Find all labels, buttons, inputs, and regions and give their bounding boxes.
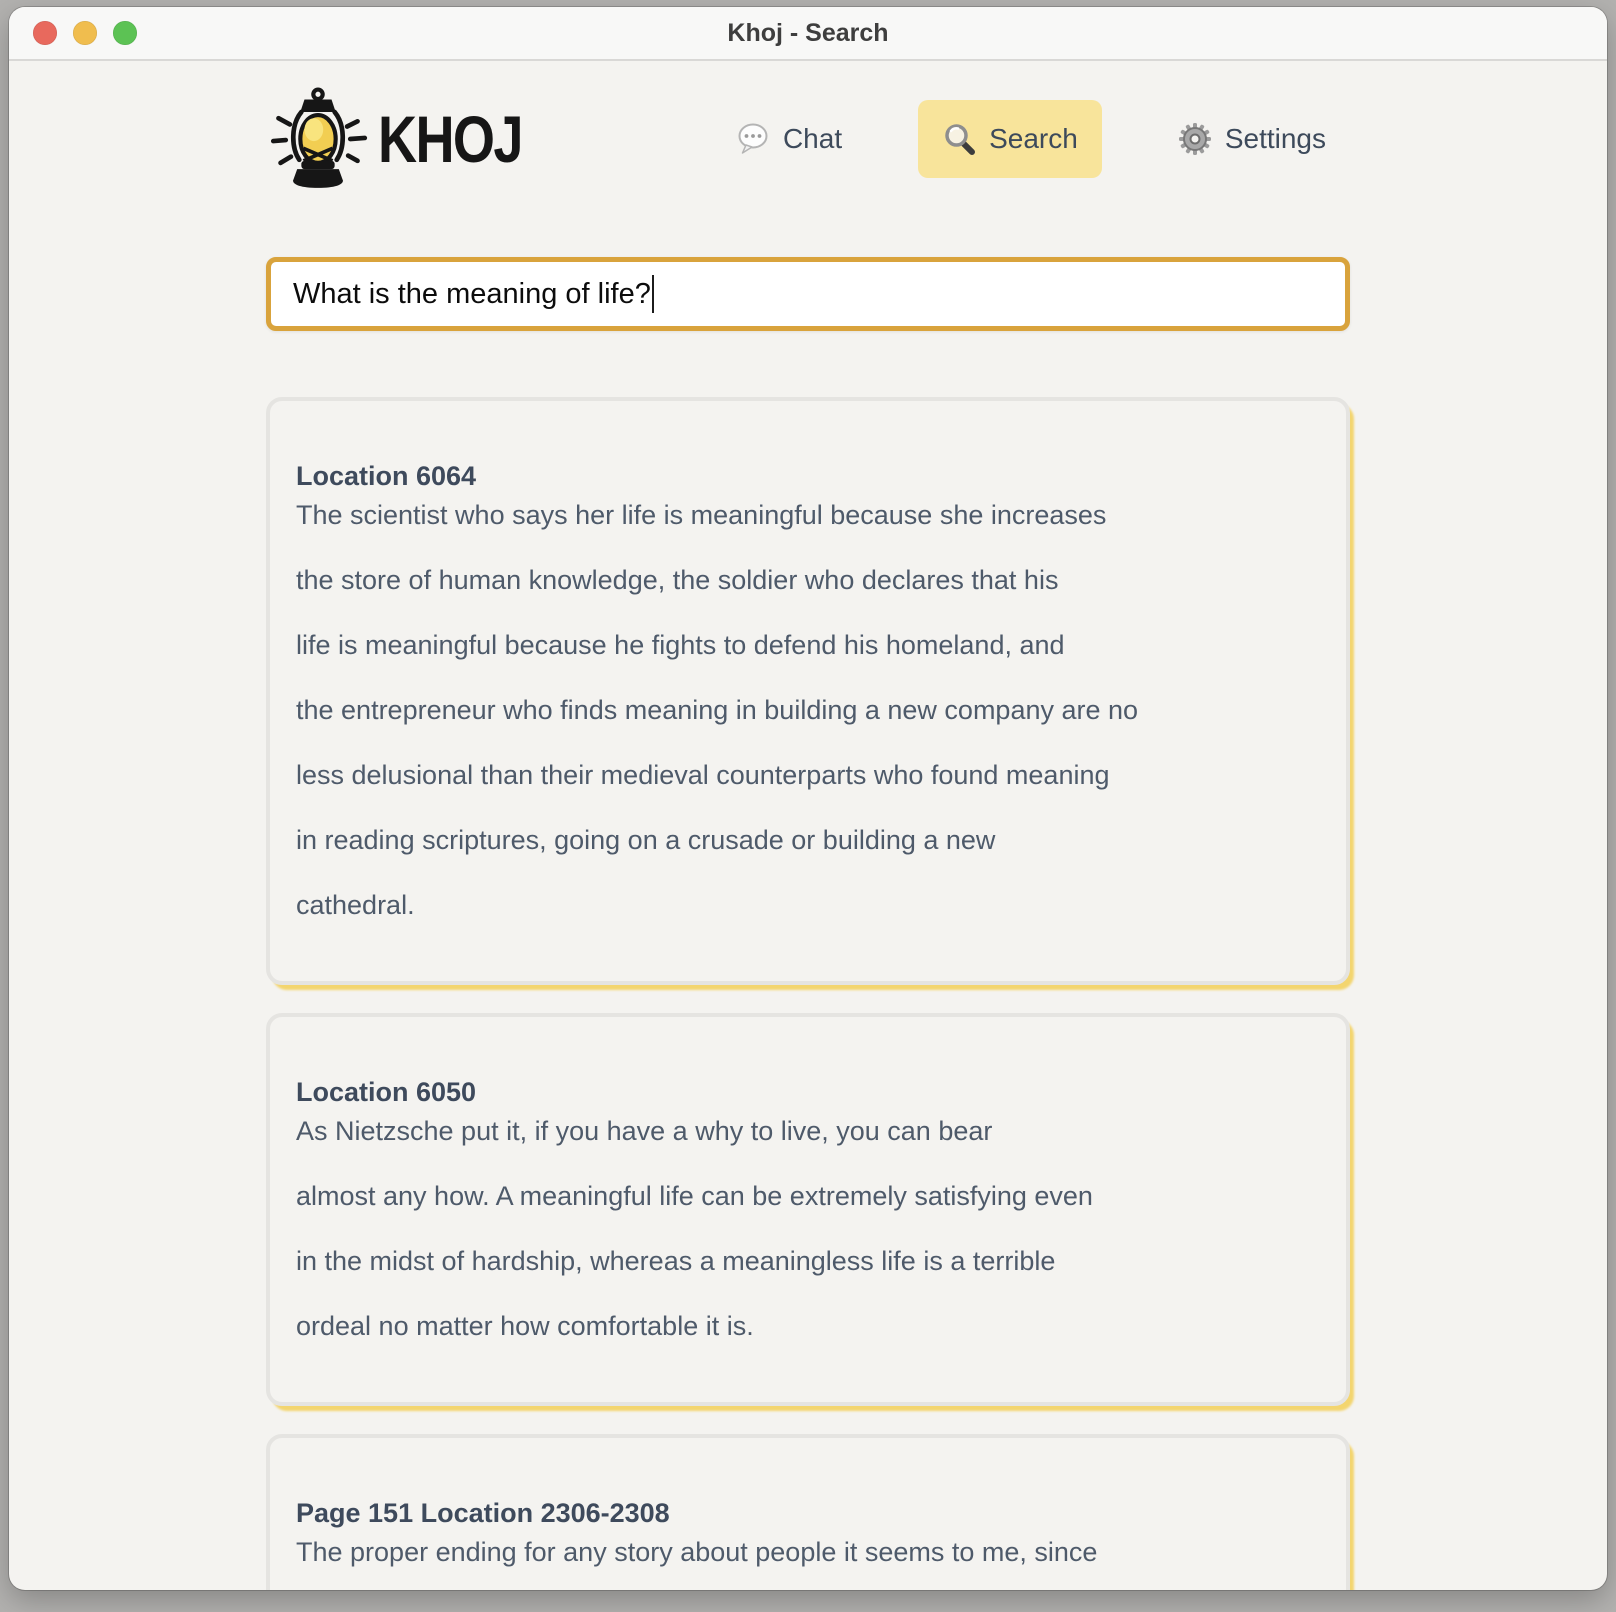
result-text-line: the entrepreneur who finds meaning in building a new company are no bbox=[296, 695, 1139, 725]
result-text-line: life is meaningful because he fights to defend his homeland, and bbox=[296, 630, 1065, 660]
close-window-button[interactable] bbox=[33, 21, 57, 45]
result-card[interactable] bbox=[266, 397, 1350, 985]
khoj-logo bbox=[266, 87, 553, 191]
result-heading: Location 6064 bbox=[296, 461, 477, 491]
gear-icon bbox=[1178, 122, 1212, 156]
lantern-icon bbox=[266, 87, 370, 191]
result-heading: Page 151 Location 2306-2308 bbox=[296, 1498, 670, 1528]
nav-label-chat: Chat bbox=[782, 123, 843, 154]
app-window bbox=[9, 7, 1607, 1590]
window-title: Khoj - Search bbox=[727, 18, 889, 47]
nav-label-settings: Settings bbox=[1224, 123, 1326, 154]
logo-wordmark: KHOJ bbox=[378, 102, 522, 176]
result-text-line: The proper ending for any story about people it seems to me, since bbox=[296, 1537, 1098, 1567]
result-text-line: almost any how. A meaningful life can be extremely satisfying even bbox=[296, 1181, 1093, 1211]
app-header bbox=[266, 87, 1350, 191]
zoom-window-button[interactable] bbox=[113, 21, 137, 45]
nav-label-search: Search bbox=[989, 123, 1078, 154]
chat-bubble-icon bbox=[736, 122, 770, 156]
result-card[interactable] bbox=[266, 1013, 1350, 1406]
traffic-lights bbox=[33, 7, 137, 59]
search-input[interactable] bbox=[266, 257, 1350, 331]
result-text-line: The scientist who says her life is meaningful because she increases bbox=[296, 500, 1107, 530]
result-text-line: less delusional than their medieval counterparts who found meaning bbox=[296, 760, 1110, 790]
nav-item-settings[interactable] bbox=[1154, 100, 1350, 178]
minimize-window-button[interactable] bbox=[73, 21, 97, 45]
result-text-line: the store of human knowledge, the soldier who declares that his bbox=[296, 565, 1059, 595]
result-heading: Location 6050 bbox=[296, 1077, 477, 1107]
results-list bbox=[266, 397, 1350, 1590]
text-caret bbox=[652, 275, 654, 313]
main-nav bbox=[712, 100, 1350, 178]
result-text-line: in the midst of hardship, whereas a meaningless life is a terrible bbox=[296, 1246, 1056, 1276]
search-query-text: What is the meaning of life? bbox=[293, 277, 651, 310]
result-card[interactable] bbox=[266, 1434, 1350, 1590]
magnifier-icon bbox=[942, 122, 976, 156]
result-text-line: in reading scriptures, going on a crusade or building a new bbox=[296, 825, 996, 855]
window-titlebar bbox=[9, 7, 1607, 61]
result-text-line: cathedral. bbox=[296, 890, 415, 920]
nav-item-chat[interactable] bbox=[712, 100, 866, 178]
nav-item-search[interactable] bbox=[918, 100, 1102, 178]
result-text-line: ordeal no matter how comfortable it is. bbox=[296, 1311, 754, 1341]
result-text-line: As Nietzsche put it, if you have a why to live, you can bear bbox=[296, 1116, 993, 1146]
